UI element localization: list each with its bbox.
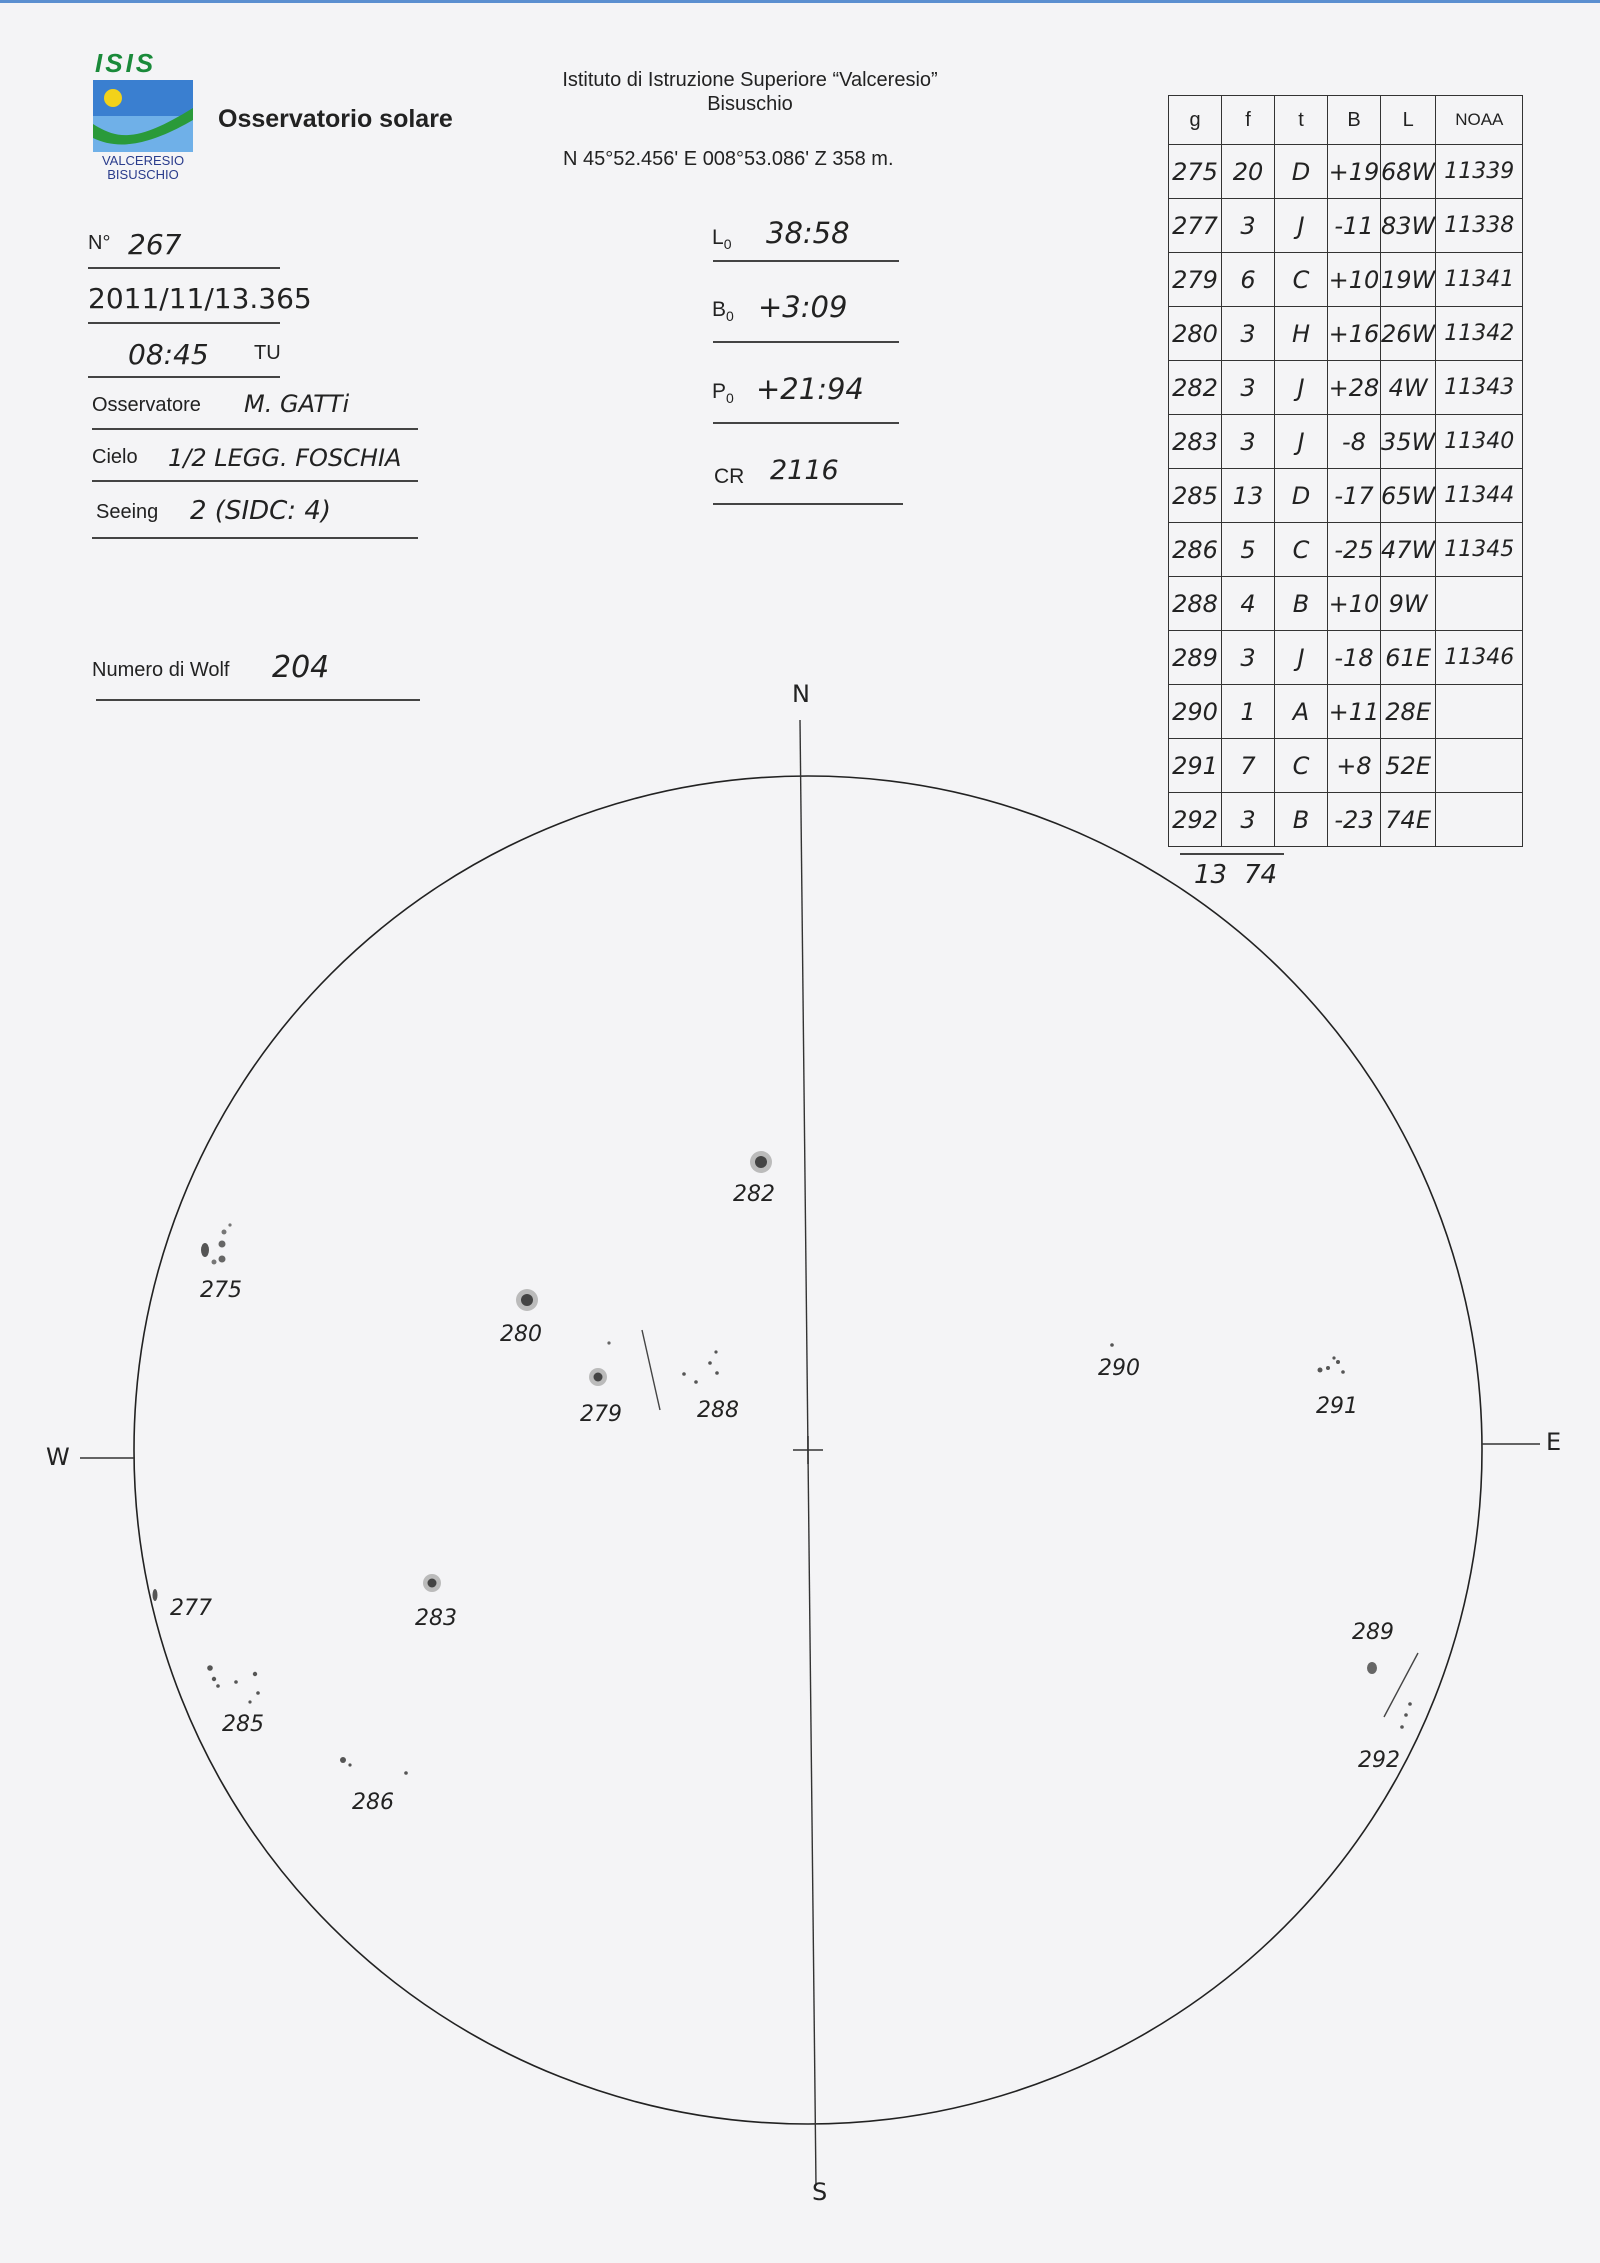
- sunspot-group-280: [516, 1289, 538, 1311]
- table-cell-t: H: [1275, 307, 1328, 361]
- east-label: E: [1546, 1428, 1562, 1456]
- table-cell-f: 3: [1222, 307, 1275, 361]
- sunspot-group-290: [1110, 1343, 1114, 1347]
- table-cell-l: 61E: [1381, 631, 1436, 685]
- group-separator-289-292: [1384, 1653, 1418, 1717]
- table-cell-f: 4: [1222, 577, 1275, 631]
- observer-label: Osservatore: [92, 394, 201, 416]
- group-label-275: 275: [200, 1278, 242, 1303]
- table-cell-noaa: 11338: [1436, 199, 1523, 253]
- column-header: f: [1222, 96, 1275, 145]
- wolf-number: 204: [272, 650, 330, 685]
- sunspot-group-289: [1367, 1662, 1377, 1674]
- table-cell-t: J: [1275, 631, 1328, 685]
- table-cell-noaa: 11341: [1436, 253, 1523, 307]
- table-cell-g: 288: [1169, 577, 1222, 631]
- table-cell-l: 26W: [1381, 307, 1436, 361]
- table-cell-t: J: [1275, 361, 1328, 415]
- column-header: t: [1275, 96, 1328, 145]
- table-cell-t: B: [1275, 793, 1328, 847]
- table-cell-f: 3: [1222, 415, 1275, 469]
- seeing-value: 2 (SIDC: 4): [190, 496, 332, 526]
- table-cell-f: 3: [1222, 199, 1275, 253]
- table-cell-l: 65W: [1381, 469, 1436, 523]
- p0-value: +21:94: [756, 372, 864, 406]
- table-cell-b: -25: [1328, 523, 1381, 577]
- table-cell-l: 4W: [1381, 361, 1436, 415]
- institute-town: Bisuschio: [707, 93, 793, 115]
- south-label: S: [812, 2178, 828, 2206]
- b0-label: $B_0$: [712, 298, 734, 325]
- table-cell-t: B: [1275, 577, 1328, 631]
- group-label-289: 289: [1352, 1620, 1394, 1645]
- west-label: W: [46, 1443, 70, 1471]
- observation-number: 267: [128, 228, 182, 261]
- table-cell-f: 1: [1222, 685, 1275, 739]
- table-cell-g: 289: [1169, 631, 1222, 685]
- group-label-288: 288: [697, 1398, 739, 1423]
- table-cell-f: 20: [1222, 145, 1275, 199]
- table-cell-g: 279: [1169, 253, 1222, 307]
- group-label-282: 282: [733, 1182, 775, 1207]
- table-cell-noaa: 11340: [1436, 415, 1523, 469]
- table-cell-l: 9W: [1381, 577, 1436, 631]
- wolf-number-label: Numero di Wolf: [92, 659, 230, 681]
- sky-condition: 1/2 LEGG. FOSCHIA: [168, 444, 402, 472]
- north-label: N: [792, 680, 810, 708]
- group-label-280: 280: [500, 1322, 542, 1347]
- cr-value: 2116: [770, 455, 839, 486]
- table-cell-g: 286: [1169, 523, 1222, 577]
- table-cell-t: A: [1275, 685, 1328, 739]
- column-header: L: [1381, 96, 1436, 145]
- table-cell-f: 3: [1222, 361, 1275, 415]
- table-cell-l: 52E: [1381, 739, 1436, 793]
- p0-label: $P_0$: [712, 380, 734, 407]
- table-cell-f: 5: [1222, 523, 1275, 577]
- cr-label: CR: [714, 465, 745, 488]
- sunspot-group-292: [1400, 1702, 1412, 1729]
- logo-line-2: BISUSCHIO: [107, 167, 179, 182]
- table-cell-f: 7: [1222, 739, 1275, 793]
- table-cell-g: 290: [1169, 685, 1222, 739]
- table-cell-g: 292: [1169, 793, 1222, 847]
- group-label-277: 277: [170, 1596, 212, 1621]
- table-cell-noaa: 11346: [1436, 631, 1523, 685]
- total-spots: 74: [1244, 860, 1278, 890]
- table-cell-noaa: 11339: [1436, 145, 1523, 199]
- group-label-283: 283: [415, 1606, 457, 1631]
- table-cell-b: +8: [1328, 739, 1381, 793]
- table-cell-g: 277: [1169, 199, 1222, 253]
- table-cell-f: 3: [1222, 631, 1275, 685]
- logo-wordmark: ISIS: [95, 48, 157, 78]
- sunspot-group-291: [1318, 1356, 1345, 1373]
- table-cell-l: 19W: [1381, 253, 1436, 307]
- table-cell-t: C: [1275, 523, 1328, 577]
- table-cell-b: +19: [1328, 145, 1381, 199]
- table-cell-b: -11: [1328, 199, 1381, 253]
- table-cell-t: J: [1275, 415, 1328, 469]
- institute-name: Istituto di Istruzione Superiore “Valceresio”: [562, 69, 938, 91]
- column-header: g: [1169, 96, 1222, 145]
- l0-value: 38:58: [766, 216, 850, 250]
- table-cell-t: C: [1275, 739, 1328, 793]
- sunspot-group-286: [340, 1757, 408, 1775]
- table-cell-noaa: 11345: [1436, 523, 1523, 577]
- sunspot-group-275: [201, 1223, 232, 1264]
- column-header: NOAA: [1436, 96, 1523, 145]
- table-cell-noaa: 11342: [1436, 307, 1523, 361]
- table-cell-f: 13: [1222, 469, 1275, 523]
- table-cell-b: +11: [1328, 685, 1381, 739]
- table-cell-f: 3: [1222, 793, 1275, 847]
- b0-value: +3:09: [758, 290, 848, 324]
- table-cell-l: 28E: [1381, 685, 1436, 739]
- table-cell-noaa: 11344: [1436, 469, 1523, 523]
- table-cell-l: 74E: [1381, 793, 1436, 847]
- sunspot-group-279: [589, 1341, 611, 1386]
- table-cell-b: +28: [1328, 361, 1381, 415]
- number-label: N°: [88, 232, 111, 254]
- table-cell-l: 35W: [1381, 415, 1436, 469]
- group-label-291: 291: [1316, 1394, 1358, 1419]
- sunspot-group-277: [153, 1589, 158, 1601]
- logo-line-1: VALCERESIO: [101, 153, 185, 168]
- observation-time: 08:45: [128, 338, 209, 371]
- table-cell-g: 275: [1169, 145, 1222, 199]
- table-cell-g: 282: [1169, 361, 1222, 415]
- page-title: Osservatorio solare: [218, 105, 453, 133]
- sunspot-group-282: [750, 1151, 772, 1173]
- table-cell-t: C: [1275, 253, 1328, 307]
- table-cell-b: +10: [1328, 577, 1381, 631]
- table-cell-f: 6: [1222, 253, 1275, 307]
- table-cell-b: -23: [1328, 793, 1381, 847]
- table-cell-g: 285: [1169, 469, 1222, 523]
- seeing-label: Seeing: [96, 501, 159, 523]
- l0-label: $L_0$: [712, 226, 732, 253]
- group-label-285: 285: [222, 1712, 264, 1737]
- table-cell-l: 83W: [1381, 199, 1436, 253]
- table-cell-b: -8: [1328, 415, 1381, 469]
- table-cell-b: +16: [1328, 307, 1381, 361]
- table-cell-g: 291: [1169, 739, 1222, 793]
- time-unit: TU: [254, 342, 281, 364]
- column-header: B: [1328, 96, 1381, 145]
- table-cell-g: 283: [1169, 415, 1222, 469]
- sunspot-group-288: [682, 1350, 719, 1383]
- sky-label: Cielo: [92, 446, 138, 468]
- sunspot-group-285: [207, 1665, 260, 1703]
- group-label-286: 286: [352, 1790, 394, 1815]
- group-label-290: 290: [1098, 1356, 1140, 1381]
- group-label-292: 292: [1358, 1748, 1400, 1773]
- table-cell-b: -18: [1328, 631, 1381, 685]
- group-label-279: 279: [580, 1402, 622, 1427]
- group-separator-279-288: [642, 1330, 660, 1410]
- table-cell-noaa: 11343: [1436, 361, 1523, 415]
- observer-name: M. GATTi: [244, 390, 350, 418]
- table-cell-b: +10: [1328, 253, 1381, 307]
- table-cell-b: -17: [1328, 469, 1381, 523]
- sunspot-group-283: [423, 1574, 441, 1592]
- table-cell-t: D: [1275, 145, 1328, 199]
- observatory-coordinates: N 45°52.456' E 008°53.086' Z 358 m.: [563, 148, 894, 170]
- table-cell-t: J: [1275, 199, 1328, 253]
- table-cell-g: 280: [1169, 307, 1222, 361]
- total-groups: 13: [1194, 860, 1228, 890]
- table-cell-l: 47W: [1381, 523, 1436, 577]
- table-cell-l: 68W: [1381, 145, 1436, 199]
- observation-date: 2011/11/13.365: [88, 282, 312, 315]
- table-cell-t: D: [1275, 469, 1328, 523]
